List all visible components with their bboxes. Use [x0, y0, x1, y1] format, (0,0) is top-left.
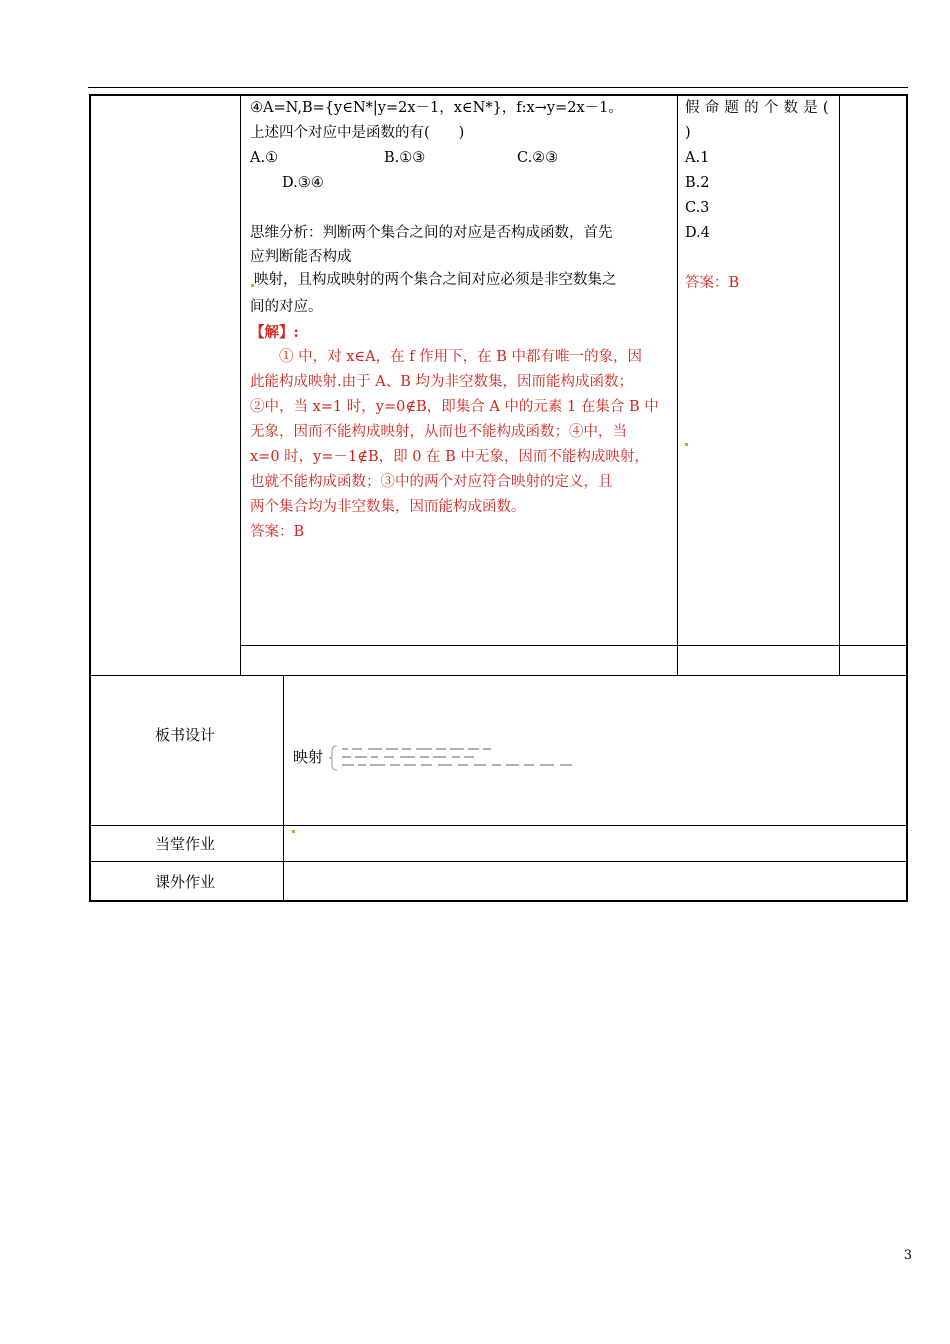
homework-label: 课外作业 [154, 873, 215, 891]
solution-heading: 【解】: [250, 324, 299, 341]
col-divider-lower [283, 675, 284, 901]
board-design-label: 板书设计 [154, 726, 215, 744]
side-option-c: C.3 [685, 200, 710, 216]
anchor-mark-3 [292, 830, 295, 833]
col-divider-3 [839, 95, 840, 675]
side-option-a: A.1 [685, 150, 710, 166]
row-divider-homework [90, 861, 907, 862]
option-a: A.① [250, 150, 279, 166]
option-d: D.③④ [282, 175, 324, 191]
solution-line-6: 也就不能构成函数；③中的两个对应符合映射的定义，且 [250, 474, 613, 490]
solution-answer: 答案：B [250, 524, 305, 540]
header-rule [88, 87, 908, 88]
option-b: B.①③ [384, 150, 426, 166]
analysis-line-2: 应判断能否构成 [250, 249, 352, 265]
classwork-label: 当堂作业 [154, 835, 215, 853]
mapping-diagram-graphic [328, 744, 588, 772]
side-question-line-1: 假命题的个数是( [685, 100, 834, 116]
problem-question: 上述四个对应中是函数的有( ) [250, 125, 465, 141]
analysis-line-3: 映射，且构成映射的两个集合之间对应必须是非空数集之 [254, 272, 617, 288]
problem-line-1: ④A=N,B={y∈N*|y=2x－1，x∈N*}，f:x→y=2x－1。 [250, 100, 623, 116]
mapping-label: 映射 [293, 748, 324, 766]
col-divider-1 [240, 95, 241, 675]
row-divider-inner [240, 645, 907, 646]
solution-line-1: ① 中，对 x∈A，在 f 作用下，在 B 中都有唯一的象，因 [250, 349, 643, 365]
analysis-line-4: 间的对应。 [250, 299, 323, 315]
row-divider-board [90, 675, 907, 676]
solution-line-7: 两个集合均为非空数集，因而能构成函数。 [250, 499, 526, 515]
side-option-b: B.2 [685, 175, 710, 191]
anchor-mark-2 [685, 443, 688, 446]
side-answer: 答案：B [685, 275, 740, 291]
solution-line-3: ②中，当 x=1 时，y=0∉B，即集合 A 中的元素 1 在集合 B 中 [250, 399, 659, 415]
row-divider-classwork [90, 825, 907, 826]
side-option-d: D.4 [685, 225, 710, 241]
analysis-line-1: 思维分析：判断两个集合之间的对应是否构成函数，首先 [250, 225, 613, 241]
solution-line-5: x=0 时，y=－1∉B，即 0 在 B 中无象，因而不能构成映射， [250, 449, 649, 465]
page-number: 3 [903, 1248, 912, 1263]
option-c: C.②③ [517, 150, 559, 166]
solution-line-4: 无象，因而不能构成映射，从而也不能构成函数；④中，当 [250, 424, 627, 440]
col-divider-2 [677, 95, 678, 675]
side-question-line-2: ) [685, 125, 691, 141]
solution-line-2: 此能构成映射.由于 A、B 均为非空数集，因而能构成函数； [250, 374, 633, 390]
